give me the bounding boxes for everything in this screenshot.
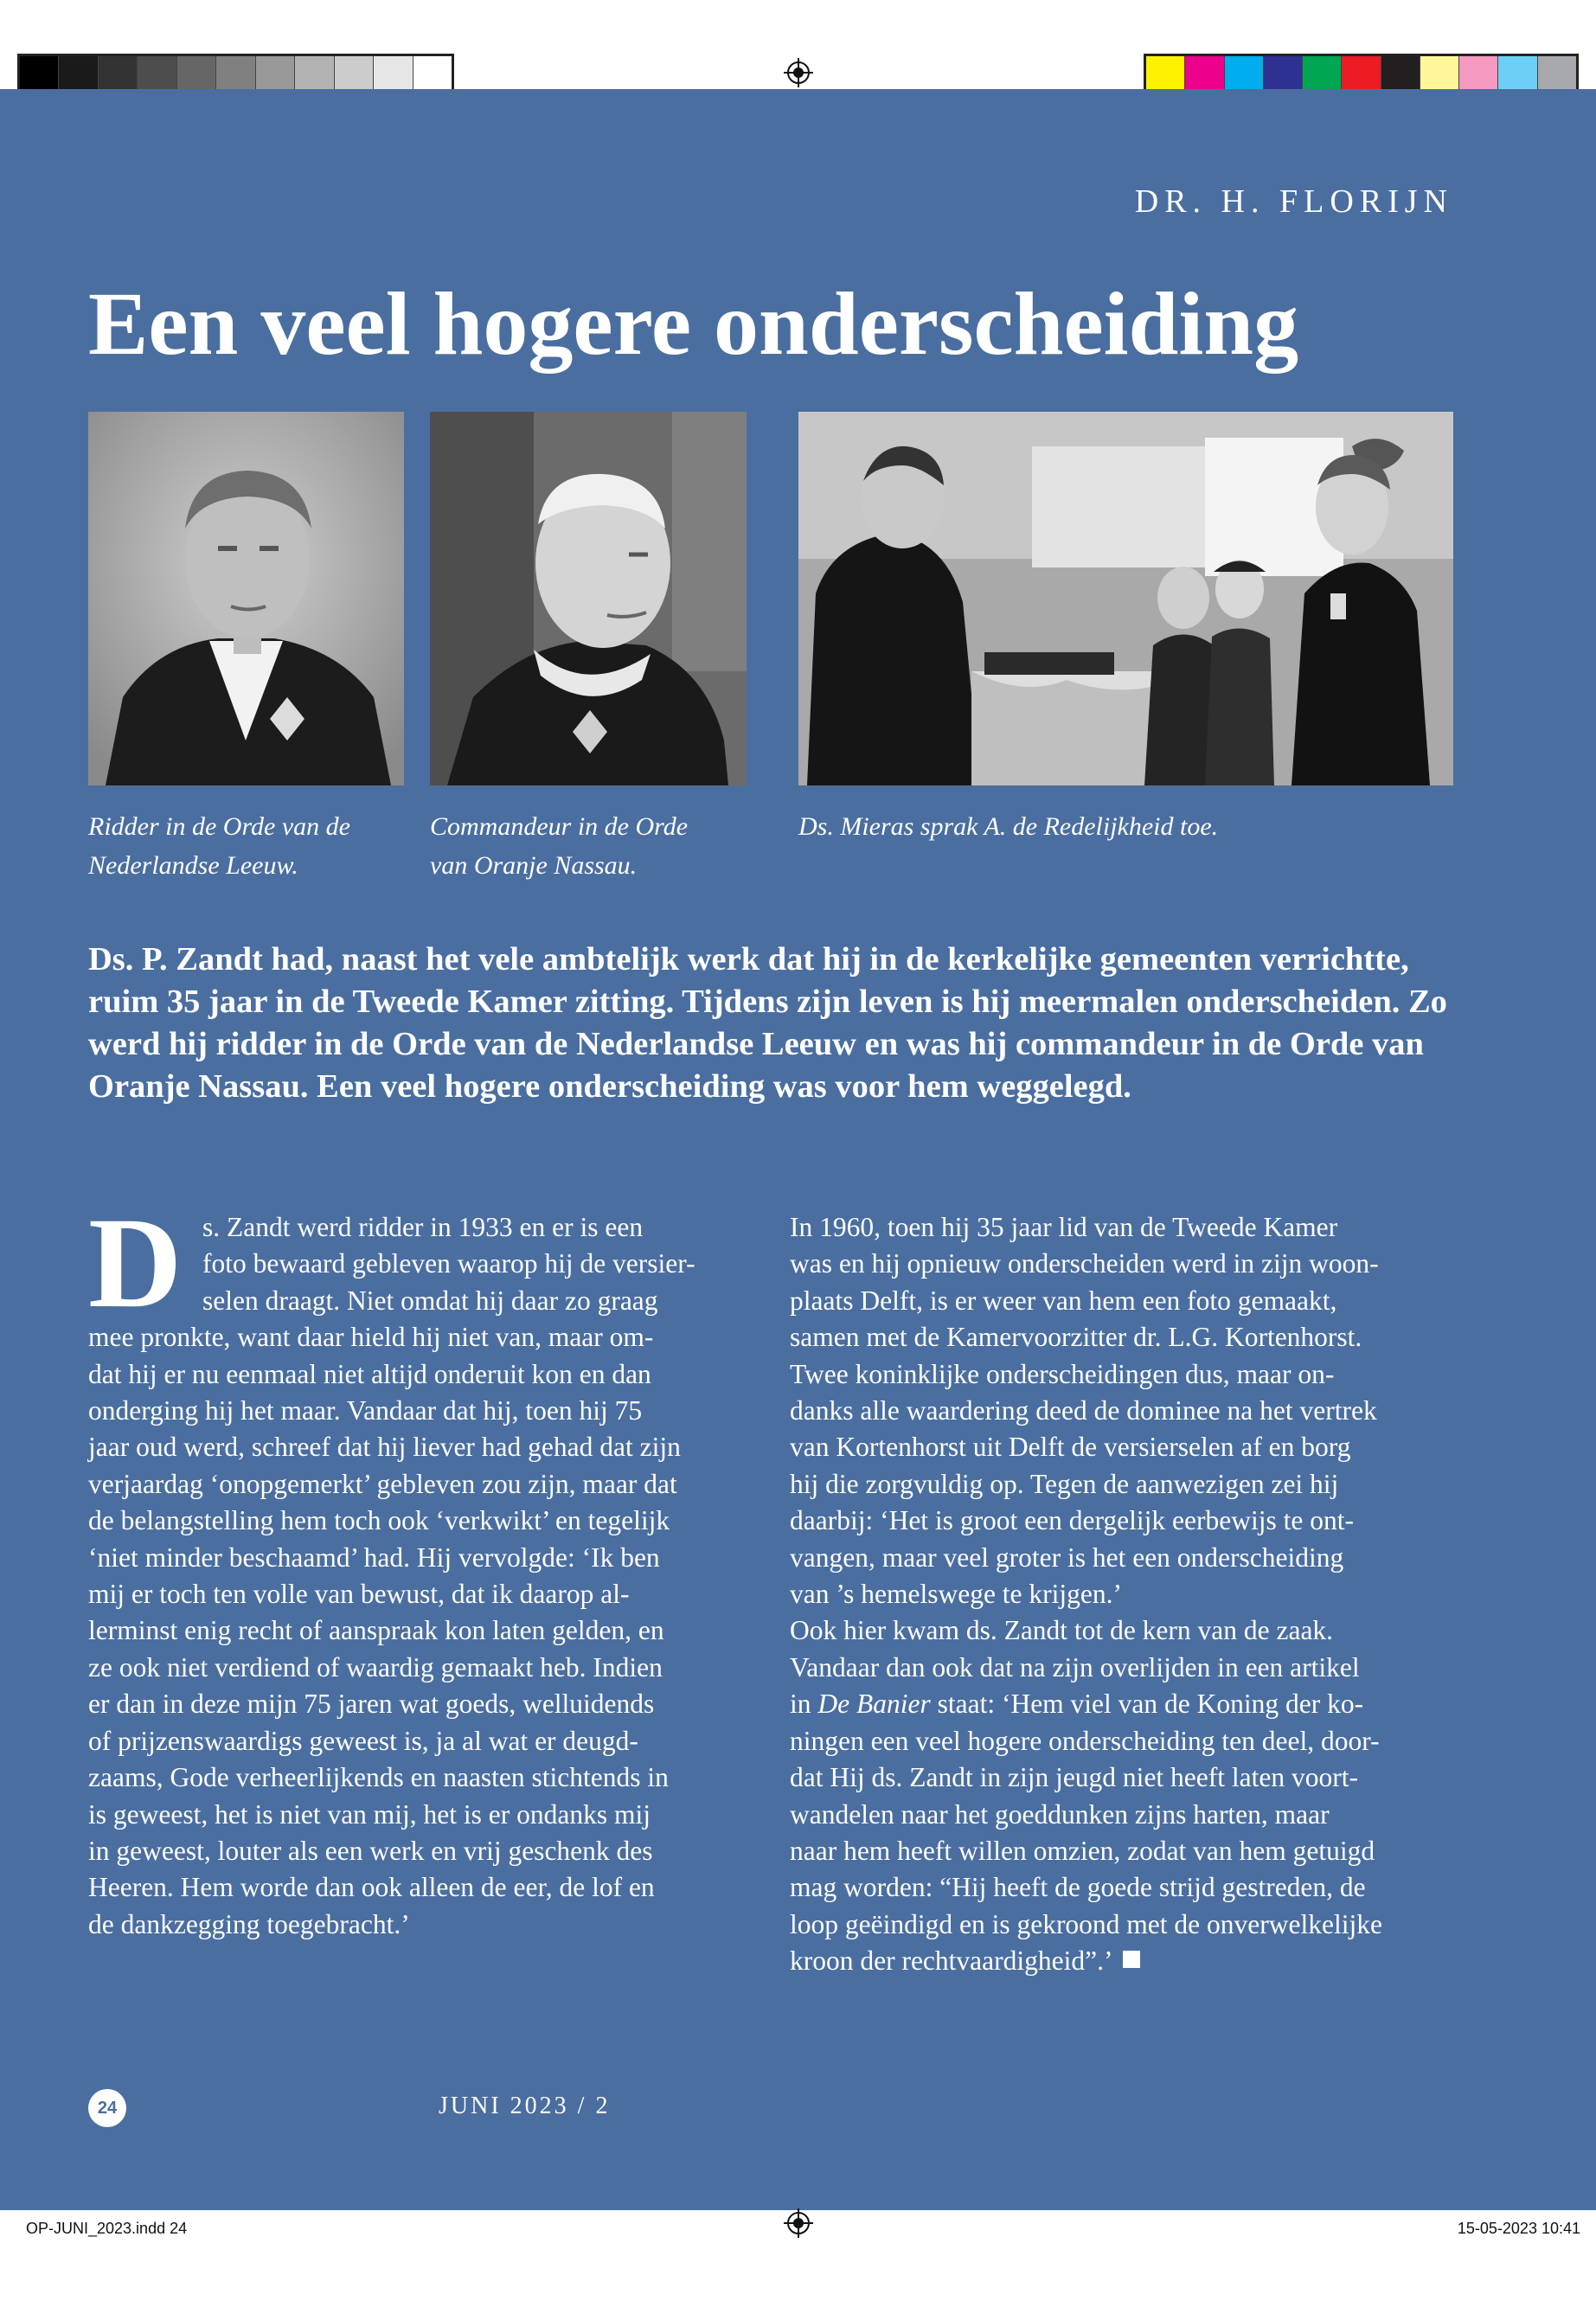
gray-swatch	[177, 56, 216, 91]
registration-mark-icon	[784, 58, 813, 87]
gray-swatch	[335, 56, 374, 91]
body-line: is geweest, het is niet van mij, het is er ondanks mij	[88, 1798, 651, 1830]
body-line: lerminst enig recht of aanspraak kon laten gelden, en	[88, 1615, 664, 1646]
caption-line: Ds. Mieras sprak A. de Redelijkheid toe.	[798, 812, 1219, 841]
caption-line: Nederlandse Leeuw.	[88, 851, 298, 880]
body-line: foto bewaard gebleven waarop hij de versier-	[202, 1248, 695, 1279]
body-line: de dankzegging toegebracht.’	[88, 1908, 410, 1939]
color-swatch	[1303, 56, 1342, 91]
color-swatch	[1225, 56, 1264, 91]
color-swatch	[1381, 56, 1420, 91]
body-column-right	[790, 1209, 1473, 1980]
gray-swatch	[59, 56, 98, 91]
body-line: mij er toch ten volle van bewust, dat ik daarop al-	[88, 1579, 630, 1610]
gray-swatch	[374, 56, 413, 91]
body-line: in geweest, louter als een werk en vrij geschenk des	[88, 1835, 653, 1866]
end-square-icon	[1123, 1951, 1140, 1968]
magazine-page	[0, 89, 1596, 2210]
body-line: Vandaar dan ook dat na zijn overlijden in een artikel	[790, 1651, 1360, 1682]
gray-swatch	[99, 56, 138, 91]
body-column-left	[88, 1191, 763, 1943]
gray-swatch	[216, 56, 255, 91]
body-line: In 1960, toen hij 35 jaar lid van de Tweede Kamer	[790, 1212, 1338, 1242]
body-line: Heeren. Hem worde dan ook alleen de eer, de lof en	[88, 1872, 655, 1903]
body-line: vangen, maar veel groter is het een onderscheiding	[790, 1541, 1344, 1573]
body-line: zaams, Gode verheerlijkends en naasten stichtends in	[88, 1762, 669, 1793]
body-line: jaar oud werd, schreef dat hij liever had gehad dat zijn	[88, 1432, 681, 1463]
body-line: kroon der rechtvaardigheid”.’	[790, 1943, 1473, 1979]
color-swatch	[1342, 56, 1381, 91]
body-line: dat hij er nu eenmaal niet altijd onderuit kon en dan	[88, 1358, 651, 1389]
body-line: s. Zandt werd ridder in 1933 en er is een	[202, 1212, 644, 1242]
portrait-photo-ridder	[88, 412, 404, 785]
process-color-bar	[1144, 54, 1579, 93]
gray-swatch	[138, 56, 176, 91]
group-photo-ceremony	[798, 412, 1453, 785]
body-line: Twee koninklijke onderscheidingen dus, maar on-	[790, 1358, 1335, 1389]
body-line: daarbij: ‘Het is groot een dergelijk eerbewijs te ont-	[790, 1505, 1354, 1536]
body-line: samen met de Kamervoorzitter dr. L.G. Kortenhorst.	[790, 1322, 1362, 1353]
gray-swatch	[20, 56, 59, 91]
author-name: DR. H. FLORIJN	[1134, 183, 1453, 220]
body-line: hij die zorgvuldig op. Tegen de aanwezigen zei hij	[790, 1468, 1339, 1499]
body-line: ningen een veel hogere onderscheiding ten deel, door-	[790, 1725, 1380, 1756]
drop-cap: D	[88, 1191, 183, 1335]
body-line: ze ook niet verdiend of waardig gemaakt heb. Indien	[88, 1651, 663, 1682]
body-line: van Kortenhorst uit Delft de versierselen af en borg	[790, 1432, 1351, 1463]
body-line: van ’s hemelswege te krijgen.’	[790, 1579, 1122, 1610]
body-line: in De Banier staat: ‘Hem viel van de Koning der ko-	[790, 1689, 1364, 1720]
body-line: danks alle waardering deed de dominee na het vertrek	[790, 1395, 1377, 1426]
print-slug-datetime: 15-05-2023 10:41	[1457, 2220, 1580, 2237]
photo-caption-1	[88, 807, 400, 885]
body-line: loop geëindigd en is gekroond met de onverwelkelijke	[790, 1908, 1382, 1939]
body-line: dat Hij ds. Zandt in zijn jeugd niet heeft laten voort-	[790, 1762, 1358, 1793]
body-line: onderging hij het maar. Vandaar dat hij, toen hij 75	[88, 1395, 643, 1426]
portrait-photo-commandeur	[430, 412, 747, 785]
body-line: plaats Delft, is er weer van hem een foto gemaakt,	[790, 1285, 1337, 1316]
color-swatch	[1146, 56, 1185, 91]
body-line: verjaardag ‘onopgemerkt’ gebleven zou zijn, maar dat	[88, 1468, 677, 1499]
gray-swatch	[256, 56, 295, 91]
color-swatch	[1264, 56, 1303, 91]
photo-caption-2	[430, 807, 759, 885]
color-swatch	[1185, 56, 1224, 91]
print-slug-file: OP-JUNI_2023.indd 24	[26, 2220, 188, 2237]
publication-title: De Banier	[817, 1689, 931, 1720]
gray-swatch	[295, 56, 334, 91]
gray-swatch	[413, 56, 452, 91]
body-line: mag worden: “Hij heeft de goede strijd gestreden, de	[790, 1872, 1366, 1903]
color-swatch	[1420, 56, 1459, 91]
issue-label: JUNI 2023 / 2	[439, 2093, 611, 2119]
body-line: Ook hier kwam ds. Zandt tot de kern van de zaak.	[790, 1615, 1334, 1646]
caption-line: Commandeur in de Orde	[430, 812, 689, 841]
body-line: was en hij opnieuw onderscheiden werd in zijn woon-	[790, 1248, 1379, 1279]
grayscale-color-bar	[17, 54, 454, 93]
color-swatch	[1498, 56, 1537, 91]
body-line: naar hem heeft willen omzien, zodat van hem getuigd	[790, 1835, 1375, 1866]
article-intro: Ds. P. Zandt had, naast het vele ambtelijk werk dat hij in de kerkelijke gemeenten verrichtte, ruim 35 jaar in de Tweede Kamer zitting. Tijdens zijn leven is hij meermalen onderscheiden. Zo werd hij ridder in de Orde van de Nederlandse Leeuw en was hij commandeur in de Orde van Oranje Nassau. Een veel hogere onderscheiding was voor hem weggelegd.	[88, 941, 1447, 1105]
color-swatch	[1459, 56, 1498, 91]
body-line: ‘niet minder beschaamd’ had. Hij vervolgde: ‘Ik ben	[88, 1541, 660, 1573]
body-line: de belangstelling hem toch ook ‘verkwikt’ en tegelijk	[88, 1505, 670, 1536]
page-number: 24	[88, 2089, 126, 2127]
caption-line: van Oranje Nassau.	[430, 851, 638, 880]
photo-caption-3	[798, 807, 1453, 846]
caption-line: Ridder in de Orde van de	[88, 812, 350, 841]
body-line: of prijzenswaardigs geweest is, ja al wat er deugd-	[88, 1725, 638, 1756]
body-line: wandelen naar het goeddunken zijns harten, maar	[790, 1798, 1330, 1830]
article-title: Een veel hogere onderscheiding	[88, 274, 1299, 374]
registration-mark-icon	[784, 2208, 813, 2238]
body-line: selen draagt. Niet omdat hij daar zo graag	[202, 1285, 658, 1316]
body-line: mee pronkte, want daar hield hij niet van, maar om-	[88, 1322, 654, 1353]
color-swatch	[1538, 56, 1576, 91]
body-line: er dan in deze mijn 75 jaren wat goeds, welluidends	[88, 1689, 655, 1720]
